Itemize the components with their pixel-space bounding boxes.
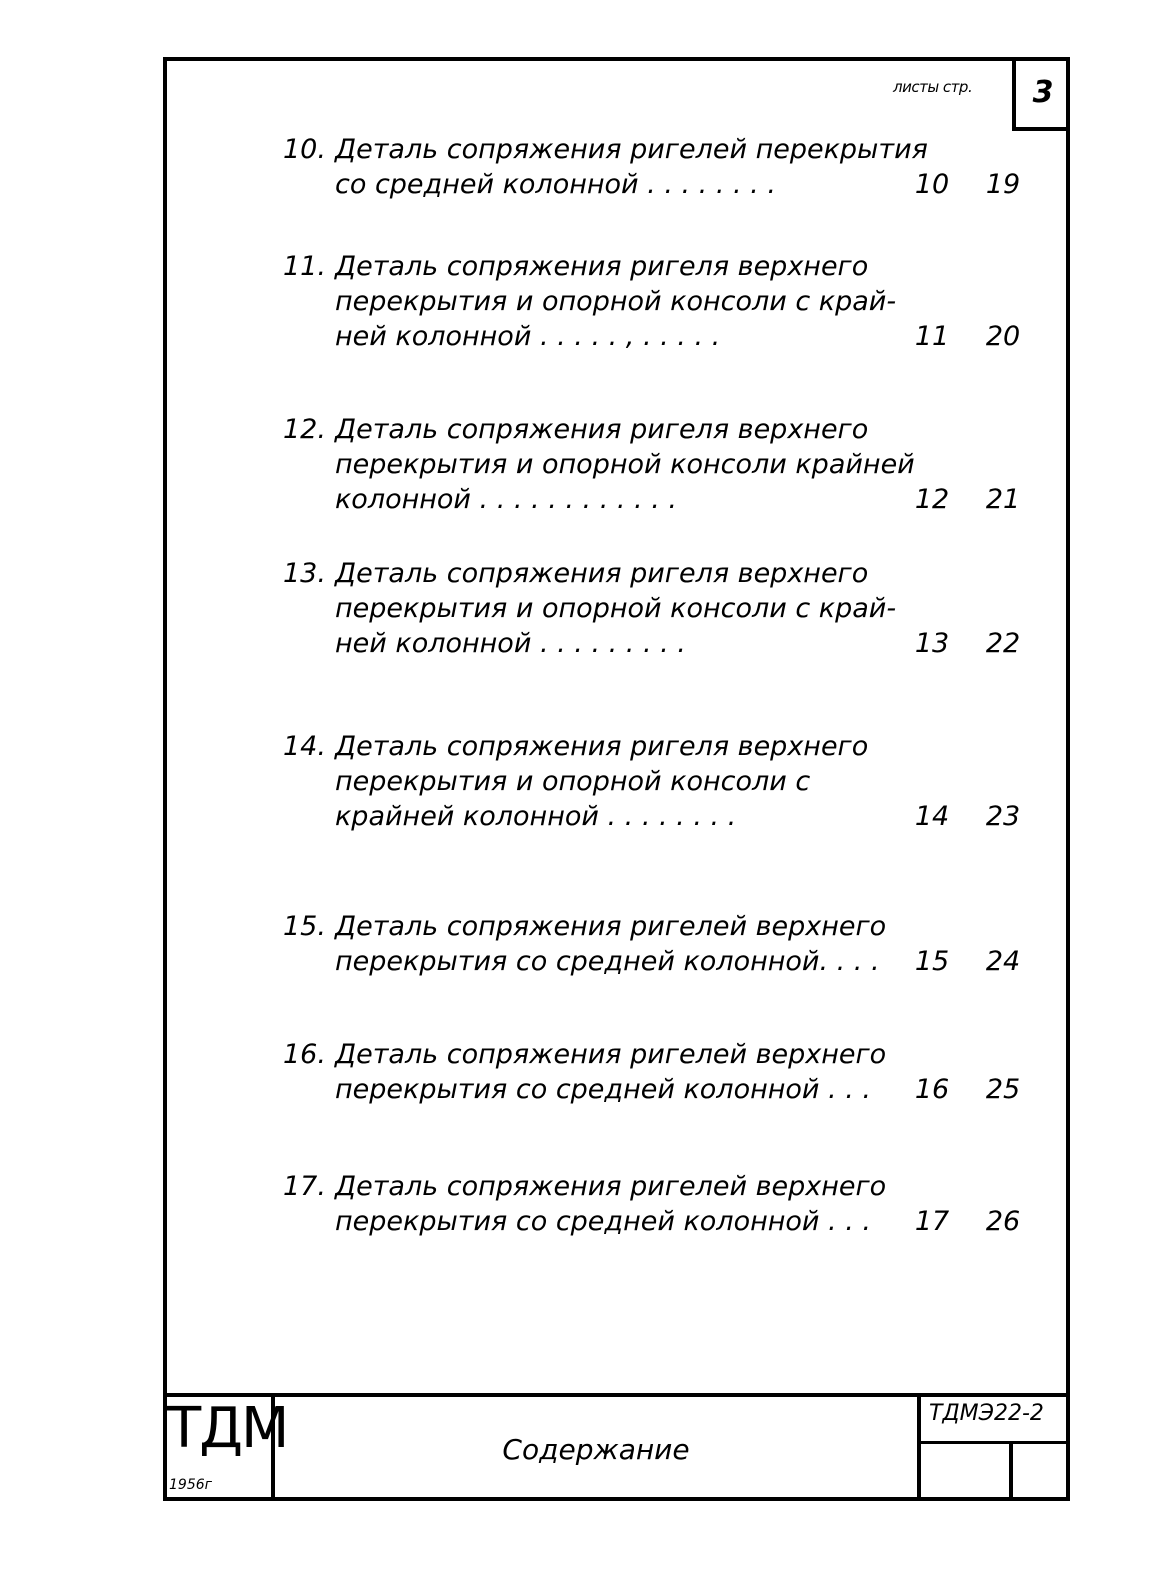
entry-page-number: 23 bbox=[985, 801, 1021, 832]
code-divider bbox=[921, 1441, 1066, 1444]
entry-line: Деталь сопряжения ригеля верхнего bbox=[335, 414, 869, 445]
entry-line: Деталь сопряжения ригелей перекрытия bbox=[335, 134, 928, 165]
entry-line: перекрытия и опорной консоли с край- bbox=[335, 593, 897, 624]
entry-sheet-number: 10 bbox=[914, 169, 950, 200]
entry-line: перекрытия и опорной консоли крайней bbox=[335, 449, 915, 480]
entry-line: перекрытия и опорной консоли с bbox=[335, 766, 811, 797]
entry-line: Деталь сопряжения ригелей верхнего bbox=[335, 1039, 887, 1070]
tdm-logo: ТДМ bbox=[167, 1396, 288, 1461]
entry-number: 16. bbox=[283, 1039, 326, 1070]
entry-number: 17. bbox=[283, 1171, 326, 1202]
entry-line: перекрытия со средней колонной . . . bbox=[335, 1074, 871, 1105]
entry-page-number: 22 bbox=[985, 628, 1021, 659]
entry-sheet-number: 11 bbox=[914, 321, 950, 352]
entry-line: перекрытия и опорной консоли с край- bbox=[335, 286, 897, 317]
year-label: 1956г bbox=[169, 1477, 212, 1493]
code-subdivider bbox=[1009, 1441, 1013, 1501]
entry-line: Деталь сопряжения ригеля верхнего bbox=[335, 731, 869, 762]
entry-page-number: 20 bbox=[985, 321, 1021, 352]
entry-sheet-number: 16 bbox=[914, 1074, 950, 1105]
document-code: ТДМЭ22-2 bbox=[929, 1401, 1044, 1426]
code-cell bbox=[917, 1397, 1066, 1501]
entry-number: 15. bbox=[283, 911, 326, 942]
entry-number: 11. bbox=[283, 251, 326, 282]
entry-line: ней колонной . . . . . , . . . . . bbox=[335, 321, 721, 352]
entry-number: 13. bbox=[283, 558, 326, 589]
entry-number: 14. bbox=[283, 731, 326, 762]
logo-cell bbox=[163, 1396, 288, 1501]
entry-sheet-number: 12 bbox=[914, 484, 950, 515]
entry-sheet-number: 17 bbox=[914, 1206, 950, 1237]
entry-page-number: 25 bbox=[985, 1074, 1021, 1105]
entry-page-number: 19 bbox=[985, 169, 1021, 200]
sheet-page-label: листы стр. bbox=[893, 78, 973, 96]
entry-line: крайней колонной . . . . . . . . bbox=[335, 801, 737, 832]
entry-line: Деталь сопряжения ригеля верхнего bbox=[335, 558, 869, 589]
page-number: 3 bbox=[1032, 74, 1054, 110]
entry-line: Деталь сопряжения ригелей верхнего bbox=[335, 1171, 887, 1202]
entry-page-number: 24 bbox=[985, 946, 1021, 977]
entry-page-number: 21 bbox=[985, 484, 1021, 515]
page-number-box bbox=[1012, 57, 1070, 131]
entry-line: ней колонной . . . . . . . . . bbox=[335, 628, 686, 659]
entry-line: колонной . . . . . . . . . . . . bbox=[335, 484, 677, 515]
entry-sheet-number: 14 bbox=[914, 801, 950, 832]
entry-line: со средней колонной . . . . . . . . bbox=[335, 169, 776, 200]
entry-line: перекрытия со средней колонной. . . . bbox=[335, 946, 880, 977]
entry-sheet-number: 13 bbox=[914, 628, 950, 659]
title-block bbox=[163, 1393, 1070, 1501]
entry-number: 12. bbox=[283, 414, 326, 445]
entry-line: Деталь сопряжения ригеля верхнего bbox=[335, 251, 869, 282]
entry-number: 10. bbox=[283, 134, 326, 165]
entry-line: Деталь сопряжения ригелей верхнего bbox=[335, 911, 887, 942]
entry-sheet-number: 15 bbox=[914, 946, 950, 977]
document-title: Содержание bbox=[502, 1432, 690, 1466]
entry-page-number: 26 bbox=[985, 1206, 1021, 1237]
entry-line: перекрытия со средней колонной . . . bbox=[335, 1206, 871, 1237]
